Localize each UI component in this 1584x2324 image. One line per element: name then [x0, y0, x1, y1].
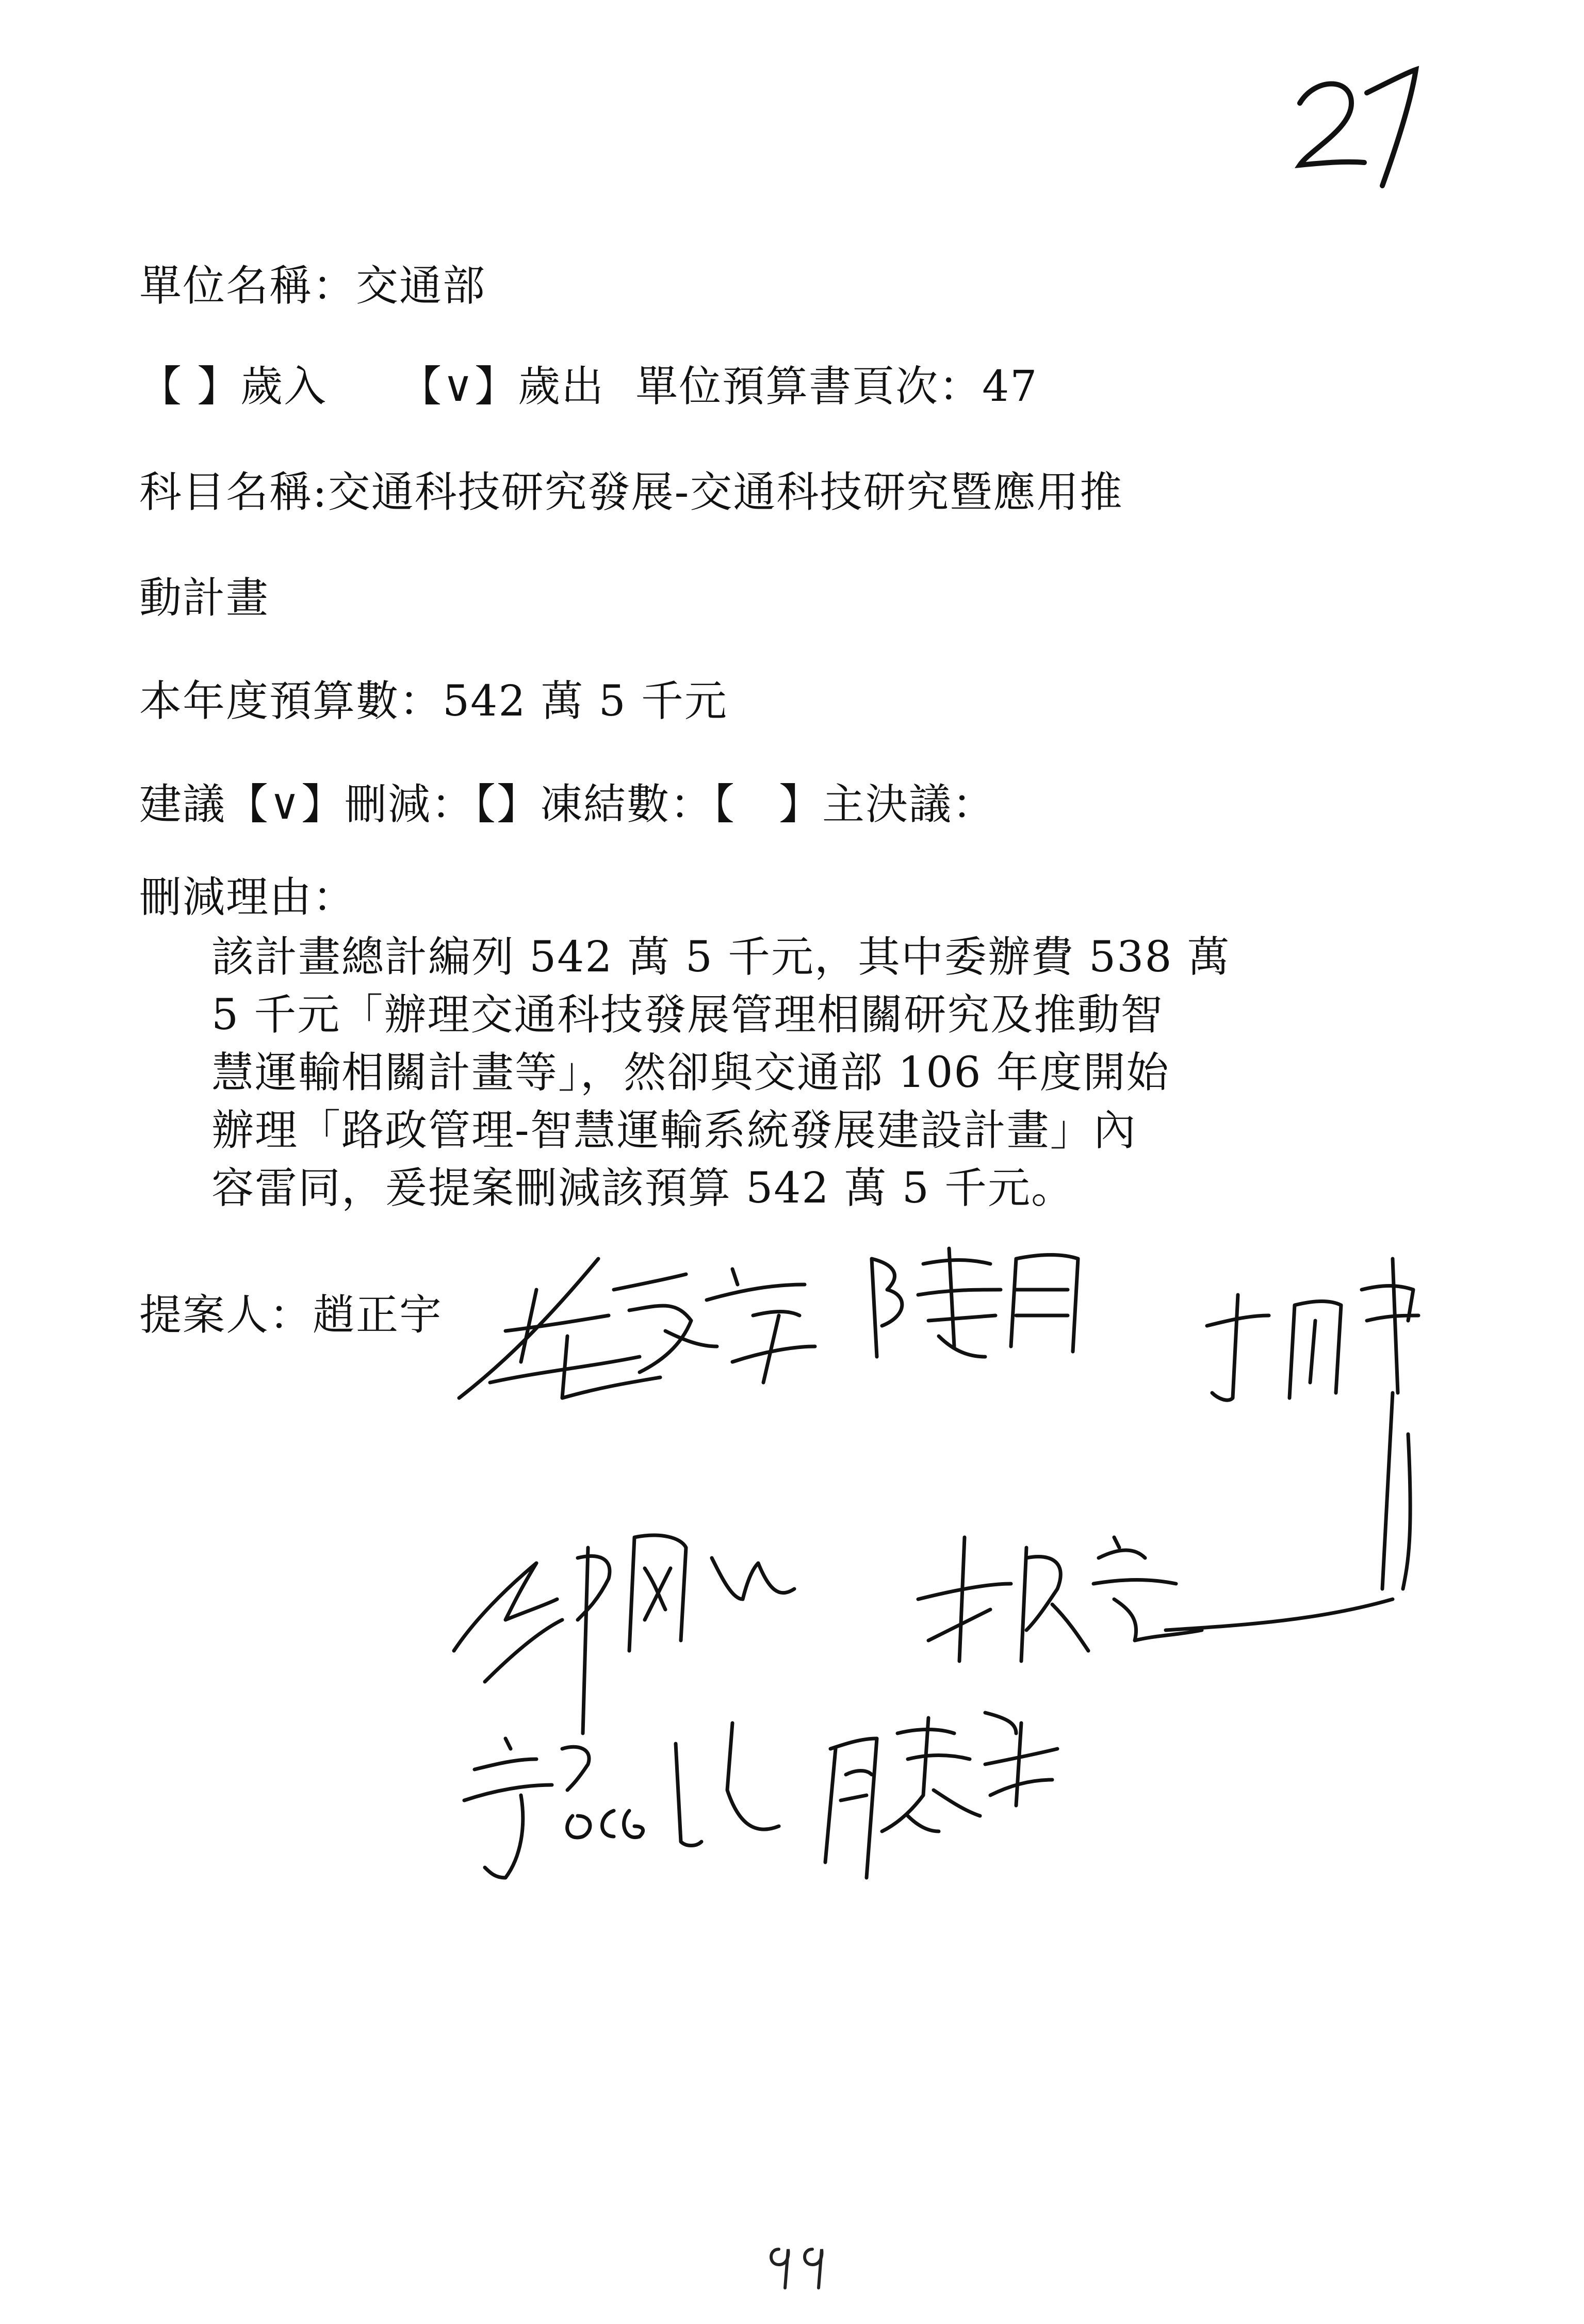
- freeze-option: 【】凍結數：: [475, 780, 714, 829]
- signature: [872, 1248, 1078, 1357]
- revenue-checkbox: 【 】歲入: [139, 362, 328, 411]
- handwritten-page-number: [1279, 46, 1434, 201]
- signature: [464, 1723, 779, 1878]
- signature: [459, 1259, 815, 1398]
- signature: [454, 1535, 794, 1733]
- unit-value: 交通部: [356, 262, 486, 311]
- expenditure-checkbox: 【∨】歲出: [399, 362, 605, 411]
- reason-line: 該計畫總計編列 542 萬 5 千元，其中委辦費 538 萬: [211, 933, 1231, 982]
- budget-type-line: [139, 361, 1038, 413]
- signature: [918, 1537, 1393, 1661]
- signature: [825, 1713, 1057, 1878]
- reason-heading: 刪減理由：: [139, 873, 356, 922]
- budget-amount: 本年度預算數：542 萬 5 千元: [139, 677, 728, 726]
- cut-option: 建議【∨】刪減：: [139, 780, 475, 829]
- reason-line: 慧運輸相關計畫等」，然卻與交通部 106 年度開始: [211, 1048, 1170, 1097]
- reason-body: [211, 929, 1331, 1217]
- unit-label: 單位名稱：: [139, 262, 356, 311]
- resolution-option: 【 】主決議：: [713, 780, 996, 829]
- subject-line-1: 科目名稱:交通科技研究發展-交通科技研究暨應用推: [139, 468, 1123, 517]
- unit-name-line: [139, 261, 486, 312]
- reason-line: 辦理「路政管理-智慧運輸系統發展建設計畫」內: [211, 1106, 1137, 1155]
- reason-line: 容雷同，爰提案刪減該預算 542 萬 5 千元。: [211, 1164, 1074, 1213]
- footer-page-number: [763, 2234, 836, 2296]
- reason-line: 5 千元「辦理交通科技發展管理相關研究及推動智: [211, 990, 1164, 1039]
- signature: [1207, 1259, 1418, 1589]
- proposal-line: [139, 779, 995, 831]
- budget-book-page: 單位預算書頁次：47: [635, 362, 1038, 411]
- handwritten-signatures: [444, 1228, 1475, 1960]
- subject-line-2: 動計畫: [139, 574, 270, 623]
- proposer: 提案人：趙正宇: [139, 1291, 443, 1340]
